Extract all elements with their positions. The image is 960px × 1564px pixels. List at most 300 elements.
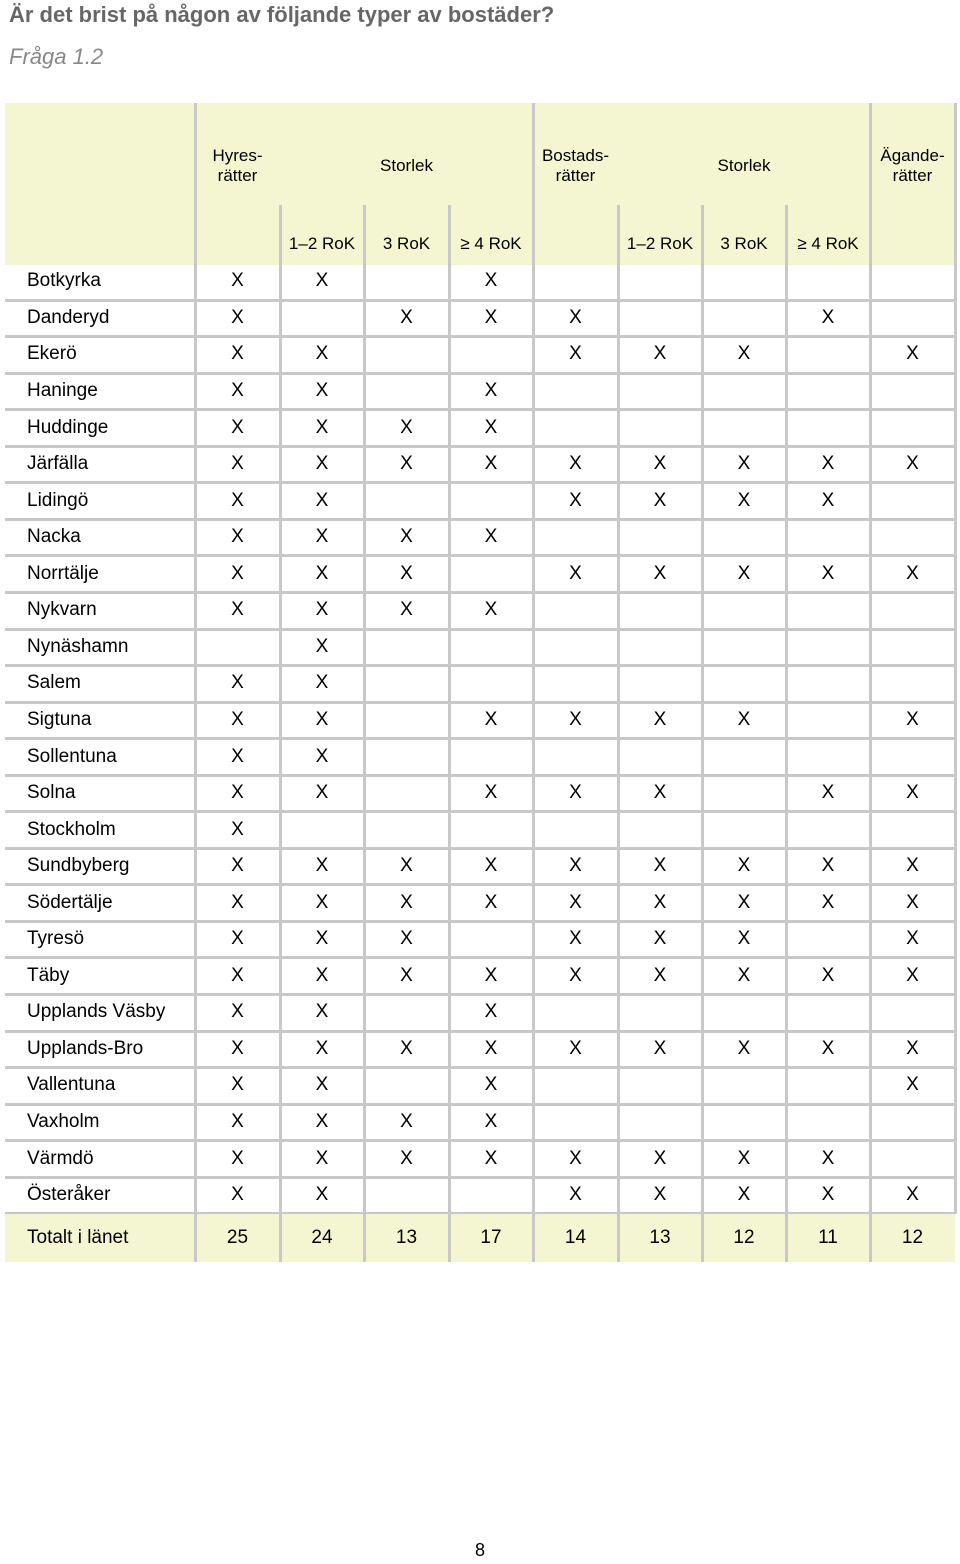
shortage-mark [786,338,870,372]
shortage-mark [618,521,702,555]
shortage-mark: X [231,891,244,913]
shortage-mark [702,594,786,628]
shortage-mark: X [231,672,244,694]
shortage-mark: X [315,489,329,511]
shortage-mark [702,302,786,336]
shortage-mark [786,704,870,738]
shortage-mark: X [400,526,413,548]
shortage-mark: X [315,928,329,950]
shortage-mark: X [400,928,413,950]
shortage-mark: X [315,1074,329,1096]
shortage-mark: X [315,1001,329,1023]
shortage-mark [786,521,870,555]
shortage-mark: X [231,1001,244,1023]
shortage-mark: X [653,1184,667,1206]
shortage-mark: X [653,855,667,877]
shortage-mark: X [400,1037,413,1059]
shortage-mark: X [400,562,413,584]
column-group-header: Storlek [717,155,771,175]
shortage-mark [786,996,870,1030]
shortage-mark: X [231,1074,244,1096]
shortage-mark: X [400,453,413,475]
shortage-mark: X [569,343,582,365]
municipality-name: Nynäshamn [27,635,129,657]
shortage-mark: X [653,562,667,584]
shortage-mark: X [231,599,244,621]
shortage-mark [449,923,533,957]
shortage-mark: X [906,1074,919,1096]
shortage-mark: X [484,380,498,402]
shortage-mark: X [821,306,835,328]
shortage-mark: X [315,380,329,402]
shortage-mark [618,594,702,628]
shortage-mark: X [231,562,244,584]
shortage-mark [364,1179,449,1213]
shortage-mark [533,594,618,628]
total-divider [448,1214,451,1262]
shortage-mark: X [484,1037,498,1059]
shortage-mark [618,302,702,336]
shortage-mark [786,813,870,847]
shortage-mark: X [231,380,244,402]
shortage-mark: X [653,964,667,986]
shortage-mark [533,265,618,299]
shortage-mark [870,631,955,665]
municipality-name: Lidingö [27,489,89,511]
municipality-name: Norrtälje [27,562,99,584]
shortage-mark: X [653,489,667,511]
shortage-mark: X [400,855,413,877]
shortage-mark [870,411,955,445]
shortage-mark [702,631,786,665]
shortage-mark [449,631,533,665]
shortage-mark: X [569,708,582,730]
shortage-mark: X [231,526,244,548]
shortage-mark [449,667,533,701]
shortage-mark: X [231,964,244,986]
shortage-mark [449,1179,533,1213]
column-divider [532,265,535,1214]
shortage-mark: X [315,672,329,694]
shortage-mark [618,740,702,774]
total-divider [194,1214,197,1262]
shortage-mark: X [231,855,244,877]
municipality-name: Solna [27,782,76,804]
shortage-mark [702,265,786,299]
municipality-name: Stockholm [27,818,116,840]
shortage-mark: X [315,343,329,365]
shortage-mark [618,631,702,665]
shortage-mark: X [315,635,329,657]
shortage-mark: X [821,453,835,475]
shortage-mark: X [653,782,667,804]
column-group-header: Bostads- rätter [541,145,610,185]
shortage-mark: X [231,1184,244,1206]
municipality-name: Vaxholm [27,1111,100,1133]
municipality-name: Järfälla [27,453,89,475]
shortage-mark [870,1106,955,1140]
shortage-mark: X [315,745,329,767]
shortage-mark: X [484,1111,498,1133]
shortage-mark [702,1106,786,1140]
column-divider [869,265,872,1214]
shortage-mark: X [569,489,582,511]
shortage-mark [533,411,618,445]
shortage-mark [786,740,870,774]
shortage-mark: X [821,964,835,986]
shortage-mark: X [821,855,835,877]
shortage-mark [618,1106,702,1140]
shortage-mark [364,631,449,665]
shortage-mark: X [484,270,498,292]
shortage-mark: X [906,343,919,365]
column-divider [363,265,366,1214]
shortage-mark: X [569,891,582,913]
shortage-mark [364,777,449,811]
shortage-mark: X [653,928,667,950]
header-divider [785,205,788,265]
shortage-mark: X [484,708,498,730]
shortage-mark: X [315,708,329,730]
column-divider [448,265,451,1214]
column-group-header: Hyres- rätter [212,145,263,185]
shortage-mark [786,631,870,665]
shortage-mark: X [484,855,498,877]
shortage-mark: X [400,416,413,438]
shortage-mark: X [737,855,751,877]
shortage-mark: X [906,1184,919,1206]
page-number: 8 [474,1540,485,1560]
shortage-mark [702,813,786,847]
header-divider [954,103,957,265]
shortage-mark: X [653,343,667,365]
shortage-mark [786,1106,870,1140]
shortage-mark: X [400,1111,413,1133]
shortage-mark: X [231,1147,244,1169]
shortage-mark [618,411,702,445]
shortage-mark: X [737,708,751,730]
total-count: 17 [480,1226,502,1248]
shortage-mark [702,996,786,1030]
column-group-header: Ägande- rätter [880,145,945,185]
shortage-mark [364,338,449,372]
shortage-mark: X [484,964,498,986]
shortage-mark: X [400,891,413,913]
shortage-mark: X [737,1184,751,1206]
shortage-mark: X [653,891,667,913]
shortage-mark: X [315,1037,329,1059]
column-group-header: Storlek [380,155,433,175]
shortage-mark [870,484,955,518]
shortage-mark: X [315,1111,329,1133]
shortage-mark: X [821,1037,835,1059]
shortage-mark [449,484,533,518]
municipality-name: Haninge [27,380,98,402]
total-count: 13 [395,1226,418,1248]
total-count: 25 [226,1226,249,1248]
shortage-mark: X [821,489,835,511]
shortage-mark [533,813,618,847]
shortage-mark [702,777,786,811]
size-header: 1–2 RoK [626,233,694,253]
shortage-mark: X [737,1037,751,1059]
shortage-mark [449,557,533,591]
shortage-mark [364,813,449,847]
shortage-mark: X [231,416,244,438]
total-divider [363,1214,366,1262]
column-divider [954,265,957,1214]
column-divider [785,265,788,1214]
shortage-mark [364,996,449,1030]
municipality-name: Sigtuna [27,708,92,730]
size-header: 3 RoK [720,233,768,253]
shortage-mark: X [315,526,329,548]
shortage-mark [786,265,870,299]
shortage-mark: X [653,1147,667,1169]
total-divider [617,1214,620,1262]
shortage-mark: X [906,964,919,986]
municipality-name: Sundbyberg [27,855,130,877]
shortage-mark [870,996,955,1030]
shortage-mark [618,1069,702,1103]
shortage-mark [870,813,955,847]
shortage-mark: X [569,1184,582,1206]
shortage-mark [533,375,618,409]
shortage-mark: X [653,1037,667,1059]
municipality-name: Vallentuna [27,1074,116,1096]
municipality-name: Upplands Väsby [27,1001,166,1023]
shortage-mark [786,1069,870,1103]
shortage-mark: X [484,416,498,438]
municipality-name: Täby [27,964,70,986]
shortage-mark: X [569,1037,582,1059]
shortage-mark [533,521,618,555]
shortage-mark [280,302,364,336]
total-divider [869,1214,872,1262]
total-count: 12 [733,1226,755,1248]
shortage-mark: X [484,1074,498,1096]
shortage-mark: X [231,453,244,475]
municipality-name: Södertälje [27,891,113,913]
shortage-mark [449,740,533,774]
municipality-name: Värmdö [27,1147,94,1169]
shortage-mark: X [906,562,919,584]
shortage-mark [618,996,702,1030]
shortage-mark: X [231,708,244,730]
shortage-mark [786,667,870,701]
shortage-mark: X [315,964,329,986]
shortage-mark [702,1069,786,1103]
shortage-mark: X [231,306,244,328]
shortage-mark [870,375,955,409]
shortage-mark [533,667,618,701]
header-divider [194,103,197,265]
municipality-name: Botkyrka [27,270,101,292]
shortage-mark [280,813,364,847]
municipality-name: Nacka [27,526,81,548]
shortage-mark [702,521,786,555]
shortage-mark: X [906,928,919,950]
shortage-mark: X [569,782,582,804]
shortage-mark: X [569,562,582,584]
shortage-mark [702,667,786,701]
size-header: ≥ 4 RoK [460,233,522,253]
column-divider [701,265,704,1214]
shortage-mark: X [737,1147,751,1169]
shortage-mark [618,813,702,847]
shortage-mark: X [400,964,413,986]
shortage-mark: X [231,745,244,767]
shortage-mark: X [569,306,582,328]
shortage-mark: X [906,855,919,877]
shortage-mark: X [737,964,751,986]
municipality-name: Sollentuna [27,745,117,767]
municipality-name: Tyresö [27,928,85,950]
shortage-mark [533,631,618,665]
shortage-mark: X [737,343,751,365]
header-divider [869,103,872,265]
shortage-mark: X [821,1184,835,1206]
shortage-mark: X [569,855,582,877]
shortage-mark [533,740,618,774]
shortage-mark [870,302,955,336]
shortage-mark [870,667,955,701]
shortage-mark [533,1106,618,1140]
total-count: 14 [564,1226,587,1248]
total-count: 12 [901,1226,924,1248]
shortage-mark: X [315,416,329,438]
shortage-mark [364,484,449,518]
shortage-mark [364,740,449,774]
header-divider [448,205,451,265]
shortage-mark [870,1142,955,1176]
shortage-mark: X [231,270,244,292]
shortage-mark: X [821,1147,835,1169]
municipality-name: Danderyd [27,306,110,328]
shortage-mark: X [315,782,329,804]
total-count: 11 [818,1226,838,1248]
shortage-mark: X [400,306,413,328]
size-header: ≥ 4 RoK [797,233,859,253]
shortage-mark: X [231,782,244,804]
shortage-mark [449,813,533,847]
shortage-mark: X [484,891,498,913]
shortage-mark [870,265,955,299]
shortage-mark: X [484,306,498,328]
shortage-mark: X [484,782,498,804]
municipality-name: Upplands-Bro [27,1037,144,1059]
shortage-mark [364,375,449,409]
total-count: 13 [649,1226,671,1248]
shortage-mark: X [737,453,751,475]
municipality-name: Österåker [27,1184,111,1206]
shortage-mark: X [315,1147,329,1169]
shortage-mark: X [400,599,413,621]
shortage-mark [786,375,870,409]
shortage-mark: X [400,1147,413,1169]
page-title: Är det brist på någon av följande typer av bostäder? [9,2,555,27]
shortage-mark: X [737,562,751,584]
shortage-mark [364,704,449,738]
shortage-mark: X [821,562,835,584]
shortage-mark [533,1069,618,1103]
shortage-mark: X [484,1147,498,1169]
shortage-mark: X [484,453,498,475]
municipality-name: Nykvarn [27,599,97,621]
shortage-mark: X [484,1001,498,1023]
shortage-mark: X [906,453,919,475]
column-divider [279,265,282,1214]
total-divider [785,1214,788,1262]
shortage-mark [195,631,280,665]
shortage-mark: X [231,1111,244,1133]
shortage-mark [533,996,618,1030]
shortage-mark: X [821,782,835,804]
shortage-mark [618,265,702,299]
shortage-mark [870,740,955,774]
shortage-mark: X [906,891,919,913]
total-count: 24 [311,1226,333,1248]
total-divider [532,1214,535,1262]
shortage-mark: X [484,526,498,548]
shortage-mark [870,594,955,628]
shortage-mark: X [653,708,667,730]
shortage-mark: X [315,599,329,621]
shortage-mark [786,594,870,628]
shortage-mark: X [906,1037,919,1059]
shortage-mark: X [315,891,329,913]
shortage-mark: X [315,562,329,584]
shortage-mark: X [315,270,329,292]
total-divider [279,1214,282,1262]
total-divider [701,1214,704,1262]
shortage-mark [786,923,870,957]
shortage-mark: X [906,782,919,804]
header-divider [363,205,366,265]
municipality-name: Ekerö [27,343,77,365]
size-header: 1–2 RoK [288,233,356,253]
shortage-mark: X [569,964,582,986]
question-number: Fråga 1.2 [9,44,104,69]
municipality-name: Salem [27,672,81,694]
shortage-mark: X [231,1037,244,1059]
shortage-mark [786,411,870,445]
shortage-mark: X [231,928,244,950]
shortage-mark: X [231,818,244,840]
municipality-name: Huddinge [27,416,109,438]
shortage-mark [702,411,786,445]
shortage-mark: X [821,891,835,913]
shortage-mark [702,375,786,409]
header-divider [617,205,620,265]
shortage-mark: X [569,453,582,475]
shortage-mark [618,375,702,409]
column-divider [617,265,620,1214]
shortage-mark [449,338,533,372]
shortage-mark: X [231,343,244,365]
shortage-mark: X [653,453,667,475]
shortage-mark: X [231,489,244,511]
shortage-mark [364,667,449,701]
header-divider [279,205,282,265]
shortage-mark: X [569,928,582,950]
shortage-mark: X [315,855,329,877]
header-divider [532,103,535,265]
shortage-mark: X [737,928,751,950]
total-label: Totalt i länet [27,1226,129,1248]
column-divider [194,265,197,1214]
shortage-mark: X [906,708,919,730]
